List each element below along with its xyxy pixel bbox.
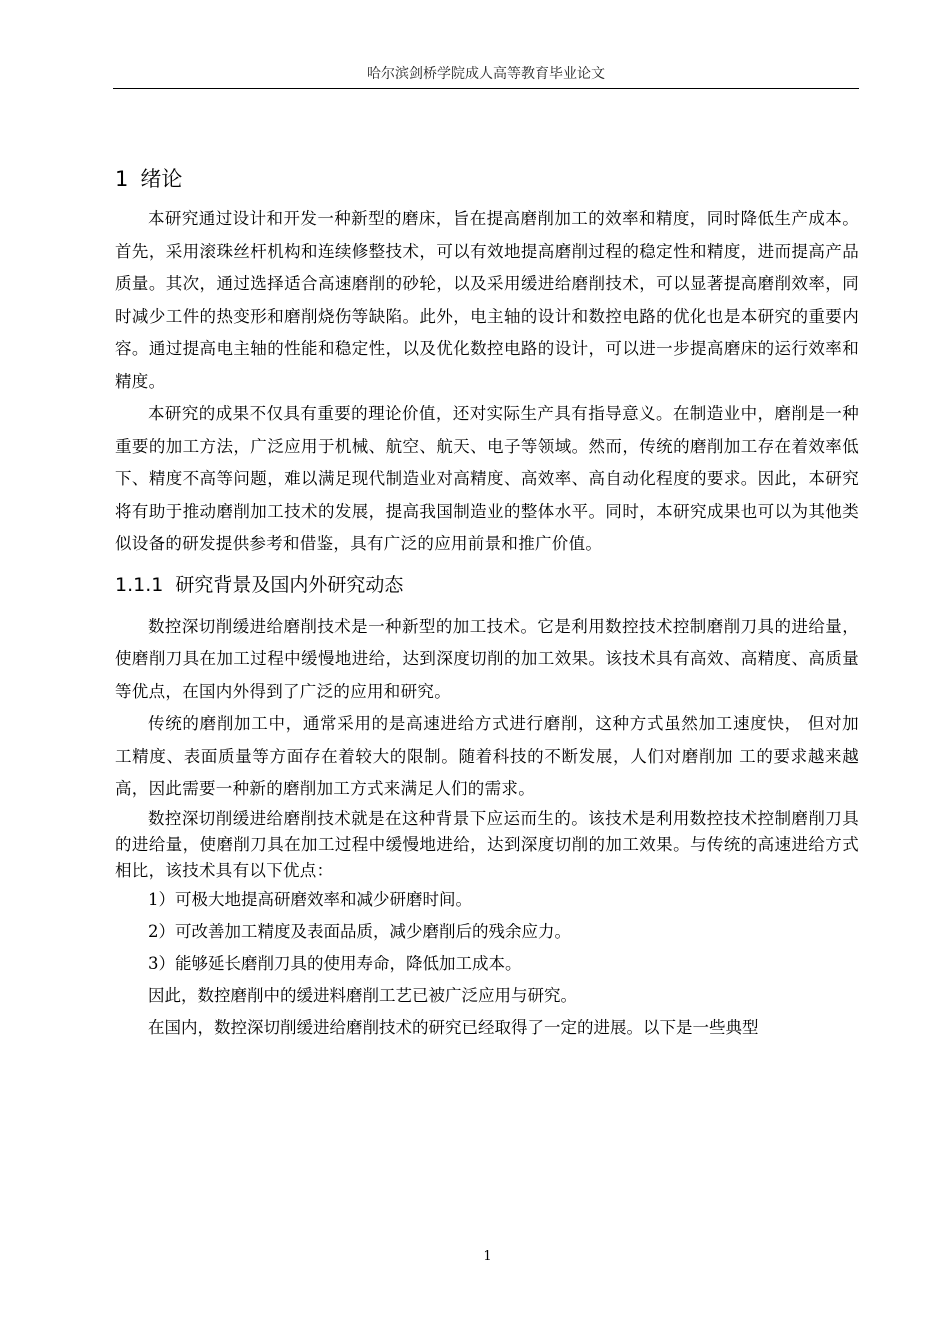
header-title: 哈尔滨剑桥学院成人高等教育毕业论文 <box>367 66 605 82</box>
advantage-list-item: 3）能够延长磨削刀具的使用寿命，降低加工成本。 <box>148 953 522 973</box>
section-title: 研究背景及国内外研究动态 <box>175 573 404 596</box>
chapter-heading <box>115 160 859 198</box>
intro-paragraph-1: 本研究通过设计和开发一种新型的磨床，旨在提高磨削加工的效率和精度，同时降低生产成本。首先，采用滚珠丝杆机构和连续修整技术，可以有效地提高磨削过程的稳定性和精度，进而提高产品质量。其次，通过选择适合高速磨削的砂轮，以及采用缓进给磨削技术，可以显著提高磨削效率，同时减少工件的热变形和磨削烧伤等缺陷。此外，电主轴的设计和数控电路的优化也是本研究的重要内容。通过提高电主轴的性能和稳定性，以及优化数控电路的设计，可以进一步提高磨床的运行效率和精度。 <box>115 209 859 391</box>
chapter-number: 1 <box>115 167 129 191</box>
page-number: 1 <box>483 1249 492 1264</box>
advantage-list-item: 1）可极大地提高研磨效率和减少研磨时间。 <box>148 889 472 909</box>
section-paragraph-1: 数控深切削缓进给磨削技术是一种新型的加工技术。它是利用数控技术控制磨削刀具的进给量，使磨削刀具在加工过程中缓慢地进给，达到深度切削的加工效果。该技术具有高效、高精度、高质量等优点，在国内外得到了广泛的应用和研究。 <box>115 616 859 701</box>
section-paragraph-3: 数控深切削缓进给磨削技术就是在这种背景下应运而生的。该技术是利用数控技术控制磨削刀具的进给量，使磨削刀具在加工过程中缓慢地进给，达到深度切削的加工效果。与传统的高速进给方式相比，该技术具有以下优点： <box>115 808 859 880</box>
section-paragraph-2: 传统的磨削加工中，通常采用的是高速进给方式进行磨削，这种方式虽然加工速度快， 但对加工精度、表面质量等方面存在着较大的限制。随着科技的不断发展，人们对磨削加 工的要求越来越高，因此需要一种新的磨削加工方式来满足人们的需求。 <box>115 714 859 798</box>
chapter-title: 绪论 <box>140 167 183 191</box>
section-paragraph-5: 在国内，数控深切削缓进给磨削技术的研究已经取得了一定的进展。以下是一些典型 <box>148 1017 759 1037</box>
section-paragraph-4: 因此，数控磨削中的缓进料磨削工艺已被广泛应用与研究。 <box>148 985 577 1005</box>
section-heading <box>115 569 859 601</box>
advantage-list-item: 2）可改善加工精度及表面品质，减少磨削后的残余应力。 <box>148 921 571 941</box>
section-number: 1.1.1 <box>115 573 164 596</box>
document-body <box>115 160 859 1044</box>
intro-paragraph-2: 本研究的成果不仅具有重要的理论价值，还对实际生产具有指导意义。在制造业中，磨削是一种重要的加工方法，广泛应用于机械、航空、航天、电子等领域。然而，传统的磨削加工存在着效率低下、精度不高等问题，难以满足现代制造业对高精度、高效率、高自动化程度的要求。因此，本研究将有助于推动磨削加工技术的发展，提高我国制造业的整体水平。同时，本研究成果也可以为其他类似设备的研发提供参考和借鉴，具有广泛的应用前景和推广价值。 <box>115 404 859 553</box>
page-header <box>113 64 859 89</box>
